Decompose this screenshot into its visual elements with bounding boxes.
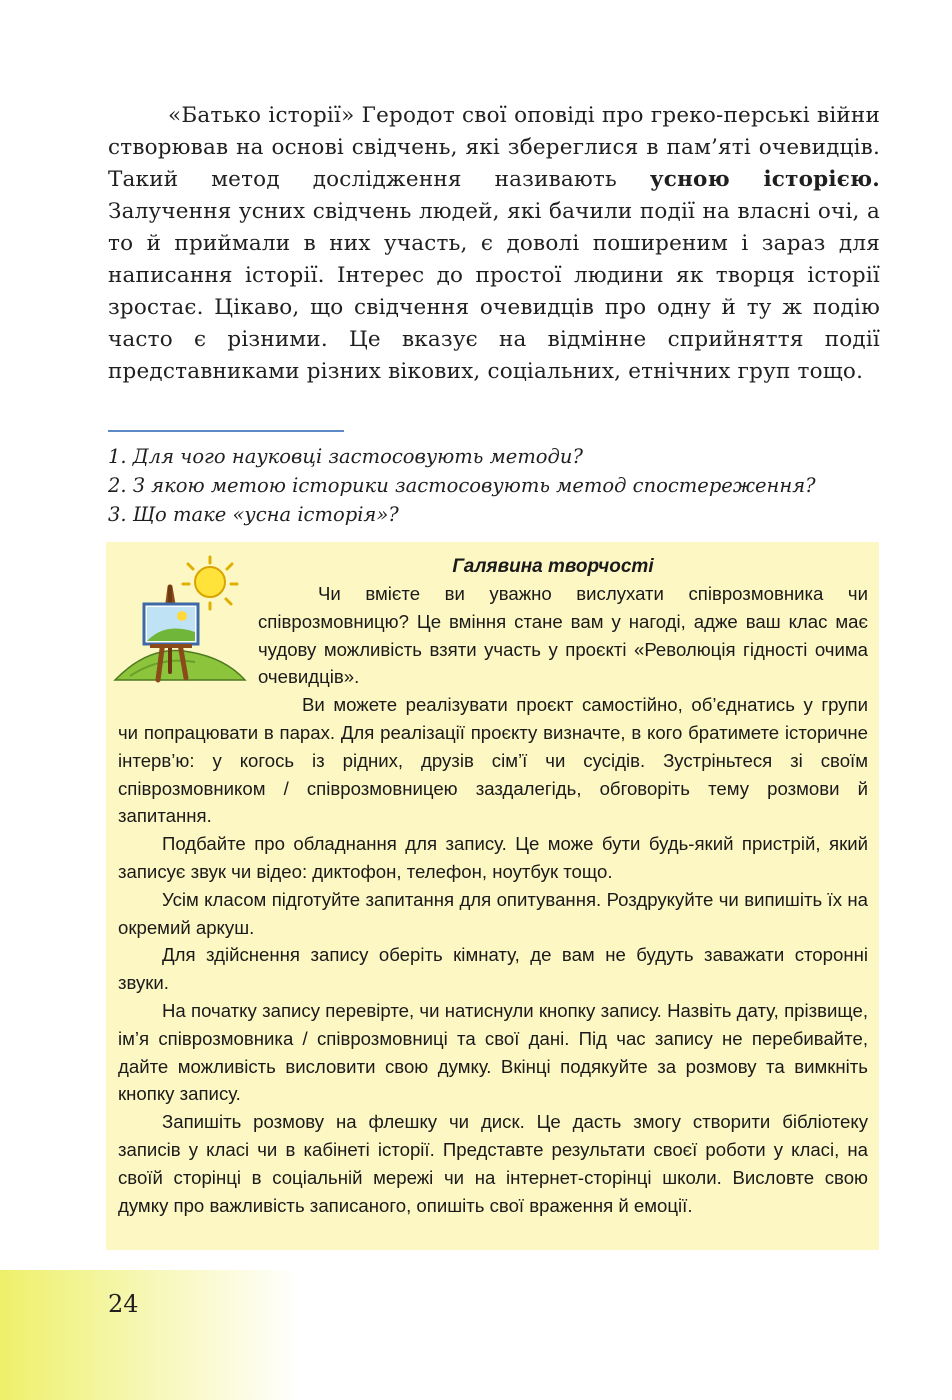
section-divider bbox=[108, 430, 344, 432]
page-number: 24 bbox=[108, 1290, 139, 1318]
box-paragraph: На початку запису перевірте, чи натиснули кнопку запису. Назвіть дату, прізвище, ім’я співрозмовника / співрозмовниці та свої дані. Під час запису не перебивайте, дайте можливість висловити свою думку. Вкінці подякуйте за розмову та вимкніть кнопку запису. bbox=[118, 999, 868, 1105]
box-paragraph: Для здійснення запису оберіть кімнату, де вам не будуть заважати сторонні звуки. bbox=[118, 944, 868, 994]
question-item: 1. Для чого науковці застосовують методи? bbox=[108, 445, 583, 468]
question-item: 2. З якою метою історики застосовують метод спостереження? bbox=[108, 474, 816, 497]
creativity-box bbox=[106, 542, 879, 1250]
box-paragraph: Запишіть розмову на флешку чи диск. Це дасть змогу створити бібліотеку записів у класі чи в кабінеті історії. Представте результати своєї роботи у класі, на своїй сторінці в соціальній мережі чи на інтернет-сторінці школи. Висловте свою думку про важливість записаного, опишіть свої враження й емоції. bbox=[118, 1111, 868, 1216]
bold-term: усною історією. bbox=[649, 167, 880, 192]
box-paragraph: Чи вмієте ви уважно вислухати співрозмовника чи співрозмовницю? Це вміння стане вам у нагоді, адже ваш клас має чудову можливість взяти участь у проєкті «Революція гідності очима очевидців». bbox=[258, 583, 868, 688]
questions-list bbox=[108, 442, 898, 529]
question-item: 3. Що таке «усна історія»? bbox=[108, 503, 399, 526]
box-paragraph: Усім класом підготуйте запитання для опитування. Роздрукуйте чи випишіть їх на окремий аркуш. bbox=[118, 888, 868, 938]
box-paragraph: Ви можете реалізувати проєкт самостійно, об’єднатись у групи чи попрацювати в парах. Для реалізації проєкту визначте, в кого братимете історичне інтерв’ю: у когось із рідних, друзів сім’ї чи сусідів. Зустріньтеся зі своїм співрозмовником / співрозмовницею заздалегідь, обговоріть тему розмови й запитання. bbox=[118, 694, 868, 827]
box-paragraph: Подбайте про обладнання для запису. Це може бути будь-який пристрій, який записує звук чи відео: диктофон, телефон, ноутбук тощо. bbox=[118, 833, 868, 882]
main-paragraph: «Батько історії» Геродот свої оповіді про греко-перські війни створював на основі свідчень, які збереглися в пам’яті очевидців. Такий метод дослідження називають усною історією. Залучення усних свідчень людей, які бачили події на власні очі, а то й приймали в них участь, є доволі поширеним і зараз для написання історії. Інтерес до простої людини як творця історії зростає. Цікаво, що свідчення очевидців про одну й ту ж подію часто є різними. Це вказує на відмінне сприйняття події представниками різних вікових, соціальних, етнічних груп тощо. bbox=[108, 103, 880, 384]
creativity-box-title: Галявина творчості bbox=[452, 556, 654, 577]
easel-sun-icon bbox=[110, 552, 250, 692]
page-corner-accent bbox=[0, 1270, 300, 1400]
